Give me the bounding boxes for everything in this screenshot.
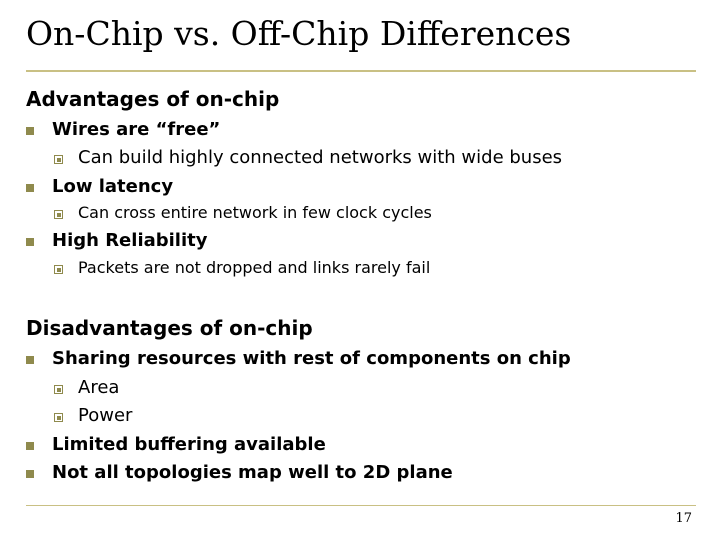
filled-square-bullet-icon — [26, 356, 34, 364]
disadvantages-heading: Disadvantages of on-chip — [26, 316, 313, 340]
disadvantage-item: Sharing resources with rest of components on chip — [52, 348, 571, 369]
advantage-item: Wires are “free” — [52, 119, 221, 140]
disadvantage-item: Limited buffering available — [52, 434, 326, 455]
slide-title: On-Chip vs. Off-Chip Differences — [26, 14, 572, 53]
filled-square-bullet-icon — [26, 238, 34, 246]
footer-divider — [26, 505, 696, 506]
advantage-item: Low latency — [52, 176, 174, 197]
hollow-square-bullet-icon — [54, 210, 63, 219]
hollow-square-bullet-icon — [54, 265, 63, 274]
hollow-square-bullet-icon — [54, 413, 63, 422]
hollow-square-bullet-icon — [54, 385, 63, 394]
filled-square-bullet-icon — [26, 127, 34, 135]
filled-square-bullet-icon — [26, 442, 34, 450]
filled-square-bullet-icon — [26, 470, 34, 478]
hollow-square-bullet-icon — [54, 155, 63, 164]
page-number: 17 — [675, 511, 692, 526]
advantage-sub-item: Packets are not dropped and links rarely fail — [78, 258, 431, 277]
advantage-sub-item: Can build highly connected networks with wide buses — [78, 147, 563, 168]
disadvantage-sub-item: Area — [78, 377, 120, 398]
disadvantage-item: Not all topologies map well to 2D plane — [52, 462, 453, 483]
filled-square-bullet-icon — [26, 184, 34, 192]
advantage-item: High Reliability — [52, 230, 208, 251]
disadvantage-sub-item: Power — [78, 405, 133, 426]
advantage-sub-item: Can cross entire network in few clock cycles — [78, 203, 432, 222]
advantages-heading: Advantages of on-chip — [26, 87, 280, 111]
title-divider — [26, 70, 696, 72]
